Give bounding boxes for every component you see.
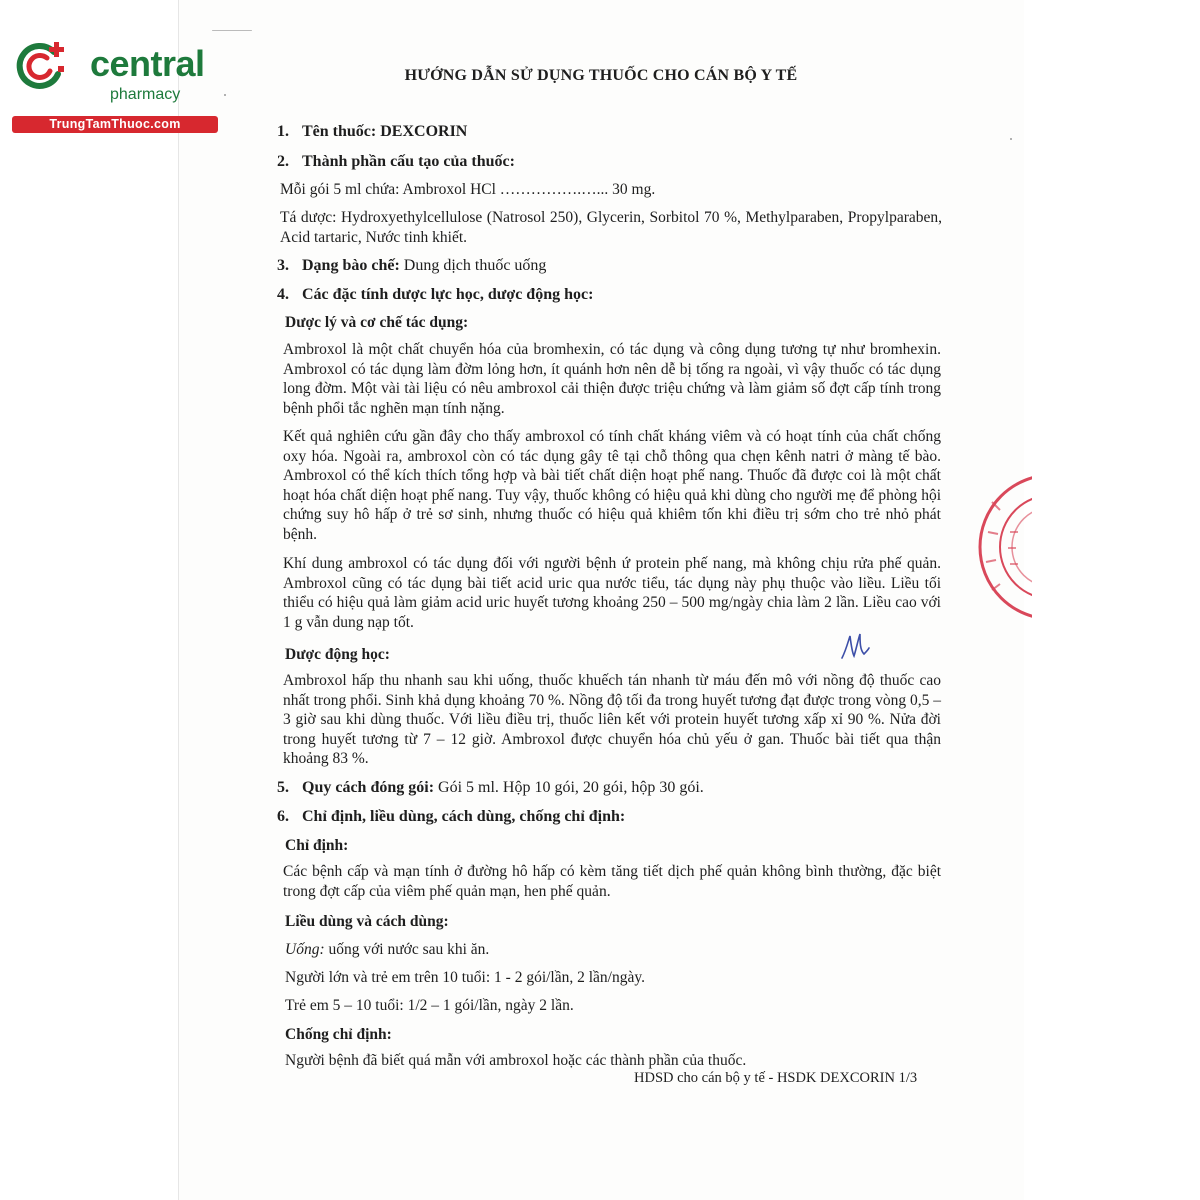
section-number: 3. (277, 257, 289, 274)
central-pharmacy-logo[interactable] (8, 34, 218, 136)
section-5-heading (277, 778, 704, 798)
section-label: Tên thuốc: DEXCORIN (302, 123, 468, 140)
excipients-text: Tá dược: Hydroxyethylcellulose (Natrosol 250), Glycerin, Sorbitol 70 %, Methylparaben, Propylparaben, Acid tartaric, Nước tinh khiết. (280, 209, 942, 246)
child-dose-line: Trẻ em 5 – 10 tuổi: 1/2 – 1 gói/lần, ngày 2 lần. (285, 997, 574, 1014)
section-1-heading (277, 122, 467, 142)
section-value: Dung dịch thuốc uống (403, 257, 547, 274)
indications-heading: Chỉ định: (285, 837, 349, 854)
section-label: Thành phần cấu tạo của thuốc: (302, 153, 515, 170)
pharmacy-cross-logo-icon (14, 40, 66, 92)
logo-subtitle: pharmacy (110, 86, 181, 103)
contraindications-text: Người bệnh đã biết quá mẫn với ambroxol hoặc các thành phần của thuốc. (285, 1052, 747, 1069)
company-stamp-icon (972, 462, 1032, 632)
section-value: Gói 5 ml. Hộp 10 gói, 20 gói, hộp 30 gói. (438, 779, 704, 796)
scan-speck (224, 94, 226, 96)
page-footer: HDSD cho cán bộ y tế - HSDK DEXCORIN 1/3 (634, 1070, 918, 1086)
section-number: 4. (277, 286, 289, 303)
indications-text: Các bệnh cấp và mạn tính ở đường hô hấp có kèm tăng tiết dịch phế quản không bình thường, đặc biệt trong đợt cấp của viêm phế quản mạn, hen phế quản. (283, 863, 941, 900)
section-number: 5. (277, 779, 289, 796)
section-2-heading (277, 152, 515, 172)
composition-line: Mỗi gói 5 ml chứa: Ambroxol HCl …………….…... 30 mg. (280, 181, 656, 198)
route-label: Uống: (285, 941, 325, 958)
route-line (285, 940, 489, 960)
pharmacodynamics-heading: Dược lý và cơ chế tác dụng: (285, 314, 469, 331)
section-label: Chỉ định, liều dùng, cách dùng, chống chỉ định: (302, 808, 626, 825)
scan-speck (1010, 138, 1012, 140)
scan-speck (212, 30, 252, 31)
section-label: Các đặc tính dược lực học, dược động học: (302, 286, 594, 303)
section-number: 1. (277, 123, 289, 140)
adult-dose-line: Người lớn và trẻ em trên 10 tuổi: 1 - 2 gói/lần, 2 lần/ngày. (285, 969, 645, 986)
pharmacokinetics-paragraph: Ambroxol hấp thu nhanh sau khi uống, thuốc khuếch tán nhanh từ máu đến mô với nồng độ thuốc cao nhất trong phổi. Sinh khả dụng khoảng 70 %. Nồng độ tối đa trong huyết tương đạt được trong vòng 0,5 – 3 giờ sau khi dùng thuốc. Với liều điều trị, thuốc liên kết với protein huyết tương xấp xỉ 90 %. Nửa đời trong huyết tương từ 7 – 12 giờ. Ambroxol được chuyển hóa chủ yếu ở gan. Thuốc bài tiết qua thận khoảng 83 %. (283, 672, 941, 768)
signature-mark-icon (838, 630, 872, 664)
pharmacokinetics-heading: Dược động học: (285, 646, 390, 663)
logo-brand: central (90, 43, 205, 84)
section-4-heading (277, 285, 593, 305)
logo-website-link[interactable]: TrungTamThuoc.com (12, 116, 218, 133)
section-6-heading (277, 807, 625, 827)
section-number: 2. (277, 153, 289, 170)
section-number: 6. (277, 808, 289, 825)
contraindications-heading: Chống chỉ định: (285, 1026, 392, 1043)
pharmacodynamics-paragraph-2: Kết quả nghiên cứu gần đây cho thấy ambroxol có tính chất kháng viêm và có hoạt tính của chất chống oxy hóa. Ngoài ra, ambroxol còn có tác dụng gây tê tại chỗ thông qua chẹn kênh natri ở màng tế bào. Ambroxol có thể kích thích tổng hợp và bài tiết chất diện hoạt phế nang. Thuốc đã được coi là một chất hoạt hóa chất diện hoạt phế nang. Tuy vậy, thuốc không có hiệu quả khi dùng cho người mẹ để phòng hội chứng suy hô hấp ở trẻ sơ sinh, nhưng thuốc có hiệu quả khiêm tốn khi điều trị sớm cho trẻ nhỏ phát bệnh. (283, 428, 941, 543)
dosage-heading: Liều dùng và cách dùng: (285, 913, 449, 930)
pharmacodynamics-paragraph-3: Khí dung ambroxol có tác dụng đối với người bệnh ứ protein phế nang, mà không chịu rửa phế quản. Ambroxol cũng có tác dụng bài tiết acid uric qua nước tiểu, tác dụng này phụ thuộc vào liều. Liều tối thiểu có hiệu quả làm giảm acid uric huyết tương khoảng 250 – 500 mg/ngày chia làm 2 lần. Liều cao với 1 g vẫn dung nạp tốt. (283, 555, 941, 631)
section-label: Dạng bào chế: (302, 257, 400, 274)
scan-margin-right (1024, 0, 1200, 1200)
scan-margin-left (0, 0, 181, 1200)
section-label: Quy cách đóng gói: (302, 779, 435, 796)
document-title: HƯỚNG DẪN SỬ DỤNG THUỐC CHO CÁN BỘ Y TẾ (404, 67, 798, 84)
route-text: uống với nước sau khi ăn. (328, 941, 490, 958)
pharmacodynamics-paragraph-1: Ambroxol là một chất chuyển hóa của bromhexin, có tác dụng và công dụng tương tự như bromhexin. Ambroxol có tác dụng làm đờm lỏng hơn, ít quánh hơn nên dễ bị tống ra ngoài, vì vậy thuốc có tác dụng long đờm. Một vài tài liệu có nêu ambroxol cải thiện được triệu chứng và làm giảm số đợt cấp tính trong bệnh phổi tắc nghẽn mạn tính nặng. (283, 341, 941, 417)
section-3-heading (277, 256, 546, 276)
